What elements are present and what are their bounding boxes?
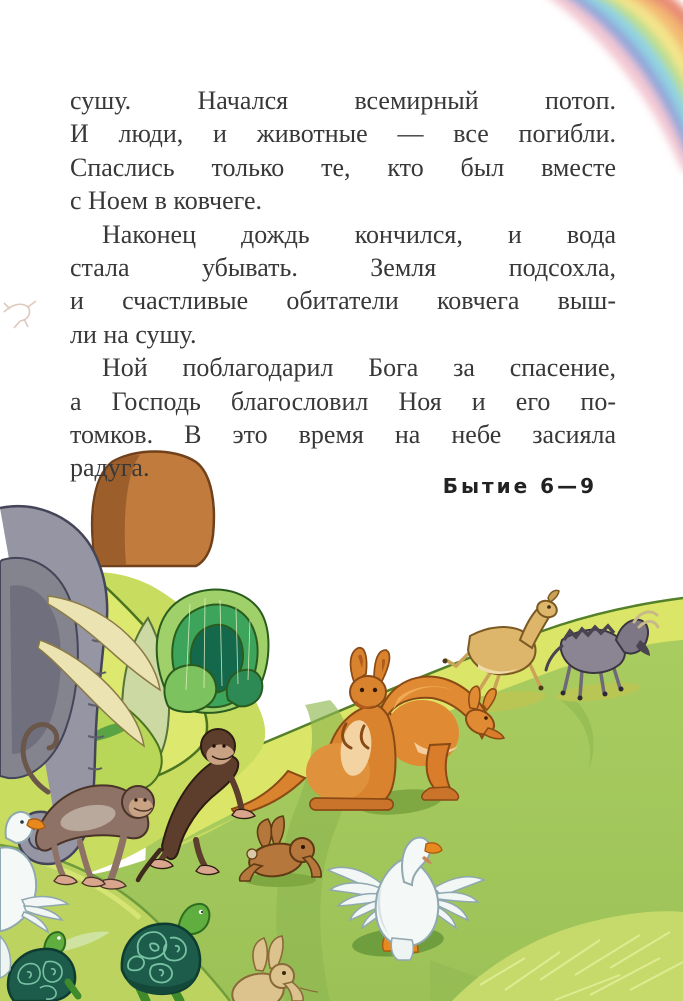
story-line: И люди, и животные — все погибли.	[70, 119, 616, 149]
story-line: Наконец дождь кончился, и вода	[102, 219, 616, 249]
story-line: Спаслись только те, кто был вместе	[70, 152, 616, 182]
story-line: сушу. Начался всемирный потоп.	[70, 86, 616, 115]
story-line: с Ноем в ковчеге.	[70, 186, 262, 216]
story-line: томков. В это время на небе засияла	[70, 420, 616, 450]
story-line: а Господь благословил Ноя и его по-	[70, 386, 616, 416]
story-line: Ной поблагодарил Бога за спасение,	[102, 353, 616, 383]
story-line: радуга.	[70, 453, 150, 483]
story-line: ли на сушу.	[70, 319, 197, 349]
story-line: стала убывать. Земля подсохла,	[70, 253, 616, 283]
bush	[157, 590, 269, 713]
story-text	[70, 84, 616, 485]
bible-reference: Бытие 6—9	[442, 474, 597, 498]
faint-sketch-icon	[4, 301, 36, 328]
story-line: и счастливые обитатели ковчега выш-	[70, 286, 616, 316]
